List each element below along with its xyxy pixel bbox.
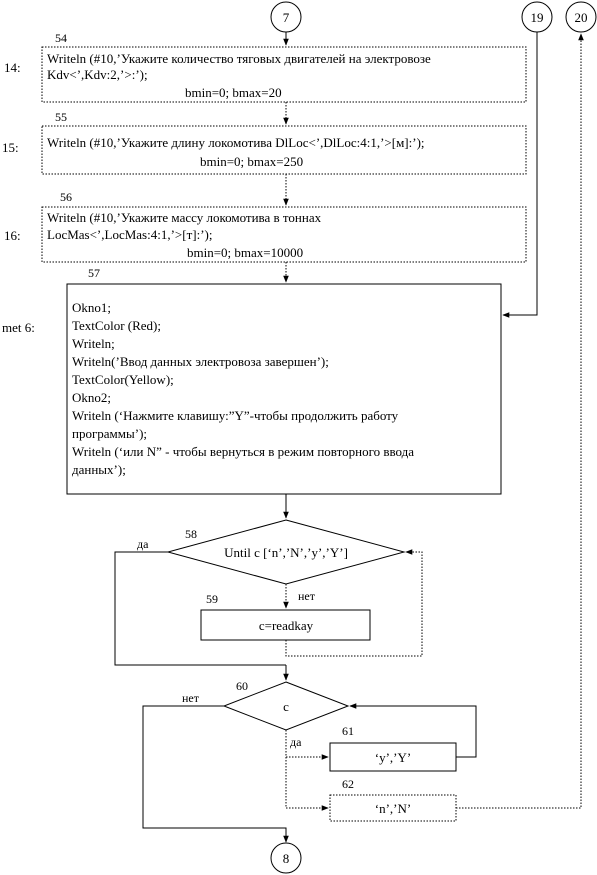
- connector-19: [522, 2, 552, 32]
- side-label-15: 15:: [2, 140, 19, 155]
- block-57-line: Writeln (‘Нажмите клавишу:”Y”-чтобы продолжить работу: [72, 408, 399, 423]
- block-62: [330, 777, 456, 821]
- block-60-condition: c: [283, 699, 289, 714]
- block-58-decision: [137, 520, 404, 603]
- block-54-number: 54: [55, 31, 67, 45]
- block-57-line: Okno2;: [72, 390, 111, 405]
- block-58-condition: Until c [‘n’,’N’,’y’,’Y’]: [224, 545, 348, 560]
- connector-7: [271, 2, 301, 32]
- block-59-number: 59: [206, 592, 218, 606]
- connector-8-label: 8: [282, 851, 290, 866]
- side-label-met6: met 6:: [2, 320, 35, 335]
- side-label-14: 14:: [4, 60, 21, 75]
- block-57: [67, 266, 501, 494]
- block-55-line2: bmin=0; bmax=250: [200, 154, 304, 169]
- block-57-number: 57: [88, 266, 100, 280]
- arrow-60-no-to-8: [143, 706, 286, 842]
- block-61-number: 61: [342, 724, 354, 738]
- block-56-line3: bmin=0; bmax=10000: [187, 245, 304, 260]
- block-57-line: данных’);: [72, 462, 126, 477]
- block-57-line: TextColor(Yellow);: [72, 372, 174, 387]
- block-60-no-label: нет: [182, 691, 199, 705]
- block-62-number: 62: [342, 777, 354, 791]
- block-60-yes-label: да: [290, 735, 302, 749]
- block-57-line: Writeln(’Ввод данных электровоза завершен’);: [72, 354, 329, 369]
- block-61-text: ‘y’,’Y’: [374, 750, 412, 765]
- block-56-line2: LocMas<’,LocMas:4:1,’>[т]:’);: [47, 227, 213, 242]
- connector-19-label: 19: [530, 10, 544, 25]
- block-57-line: Writeln;: [72, 336, 115, 351]
- connector-20-label: 20: [574, 10, 588, 25]
- block-56-number: 56: [60, 190, 72, 204]
- block-60-decision: [182, 679, 348, 749]
- block-54: [42, 31, 526, 102]
- block-60-number: 60: [236, 679, 248, 693]
- side-label-16: 16:: [4, 228, 21, 243]
- block-54-line1: Writeln (#10,’Укажите количество тяговых двигателей на электровозе: [47, 51, 431, 66]
- block-59-text: c=readkay: [258, 618, 314, 633]
- block-54-line3: bmin=0; bmax=20: [185, 85, 282, 100]
- block-61: [330, 724, 456, 771]
- block-58-yes-label: да: [137, 537, 149, 551]
- block-55-number: 55: [55, 110, 67, 124]
- block-57-line: программы’);: [72, 426, 148, 441]
- block-57-line: TextColor (Red);: [72, 318, 161, 333]
- block-56: [42, 190, 526, 262]
- block-57-line: Okno1;: [72, 300, 111, 315]
- block-62-text: ‘n’,’N’: [374, 801, 412, 816]
- block-57-line: Writeln (‘или N” - чтобы вернуться в режим повторного ввода: [72, 444, 415, 459]
- block-58-no-label: нет: [298, 589, 315, 603]
- block-55: [42, 110, 526, 174]
- block-56-line1: Writeln (#10,’Укажите массу локомотива в тоннах: [47, 210, 322, 225]
- block-54-line2: Kdv<’,Kdv:2,’>:’);: [47, 67, 148, 82]
- connector-7-label: 7: [282, 10, 290, 25]
- block-55-line1: Writeln (#10,’Укажите длину локомотива DlLoc<’,DlLoc:4:1,’>[м]:’);: [47, 135, 425, 150]
- connector-20: [566, 2, 596, 32]
- block-58-number: 58: [185, 527, 197, 541]
- connector-8: [271, 843, 301, 873]
